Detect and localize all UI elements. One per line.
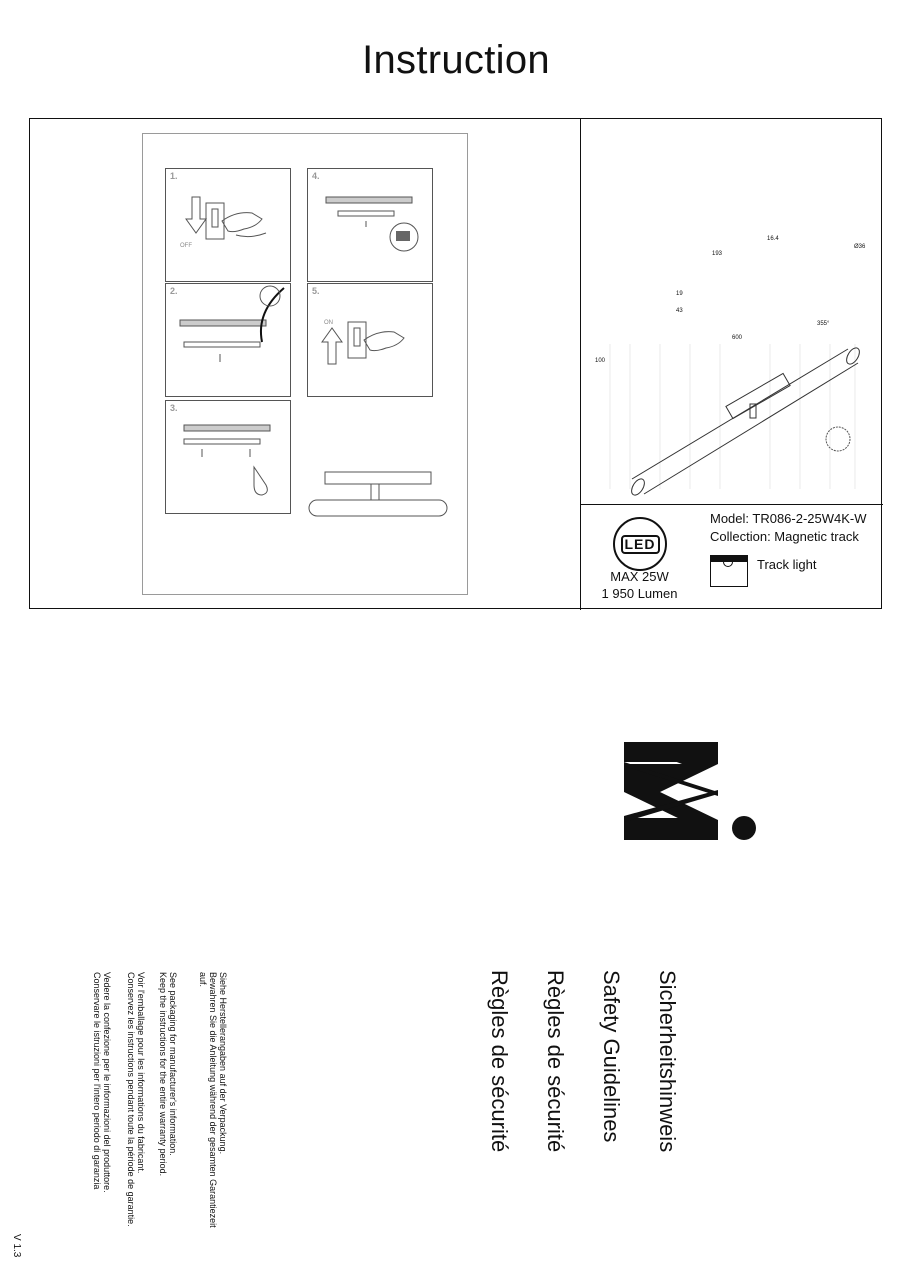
step-3-number: 3. [170, 403, 178, 413]
product-type-label: Track light [757, 557, 817, 572]
en-line-1: See packaging for manufacturer's information. [168, 972, 178, 1156]
lumen-value: 1 950 Lumen [601, 586, 678, 601]
collection-label: Collection: Magnetic track [710, 529, 859, 544]
it-line-2: Conservare le istruzioni per l'intero periodo di garanzia [92, 972, 102, 1190]
fr-line-2: Conservez les instructions pendant toute la période de garantie. [126, 972, 136, 1227]
dimension-193: 193 [712, 251, 723, 257]
connect-wire-illustration [166, 284, 290, 396]
svg-text:ON: ON [324, 320, 333, 326]
dimension-drawing [590, 229, 875, 499]
dimension-600: 600 [732, 335, 743, 341]
page-title: Instruction [362, 38, 550, 82]
step-4-panel [307, 168, 433, 282]
de-line-3: auf. [198, 972, 208, 988]
dimension-43: 43 [676, 308, 683, 314]
step-3-panel [165, 400, 291, 514]
dimension-16-4: 16.4 [767, 236, 779, 242]
safety-heading-fr-2: Règles de sécurité [487, 970, 512, 1153]
step-2-panel [165, 283, 291, 397]
de-line-1: Siehe Herstellerangaben auf der Verpackung. [218, 972, 228, 1155]
max-wattage: MAX 25W [610, 569, 669, 584]
rotation-355: 355° [817, 321, 830, 327]
dimension-19: 19 [676, 291, 683, 297]
attach-light-to-track-illustration [308, 169, 432, 281]
step-5-number: 5. [312, 286, 320, 296]
dimension-100: 100 [595, 358, 606, 364]
product-info-cell [699, 505, 883, 609]
version-label: V 1.3 [11, 1234, 22, 1258]
mount-screws-illustration [166, 401, 290, 513]
svg-text:OFF: OFF [180, 243, 192, 249]
brand-logo [622, 742, 758, 840]
step-2-number: 2. [170, 286, 178, 296]
step-5-panel [307, 283, 433, 397]
step-1-panel [165, 168, 291, 282]
model-label: Model: TR086-2-25W4K-W [710, 511, 867, 526]
led-icon: LED [613, 517, 667, 571]
en-line-2: Keep the instructions for the entire warranty period. [158, 972, 168, 1177]
it-line-1: Vedere la confezione per le informazioni del produttore. [102, 972, 112, 1193]
led-spec-cell [581, 505, 698, 609]
installation-steps-diagram [142, 133, 468, 595]
power-off-switch-illustration [166, 169, 290, 281]
assembled-track-light-illustration [303, 464, 453, 534]
safety-heading-fr-1: Règles de sécurité [543, 970, 568, 1153]
safety-heading-de: Sicherheitshinweis [655, 970, 680, 1153]
track-light-icon [710, 555, 748, 587]
dimension-diameter-36: Ø36 [854, 244, 866, 250]
step-4-number: 4. [312, 171, 320, 181]
instruction-panel [29, 118, 882, 609]
fr-line-1: Voir l'emballage pour les informations du fabricant. [136, 972, 146, 1174]
power-on-switch-illustration [308, 284, 432, 396]
step-1-number: 1. [170, 171, 178, 181]
de-line-2: Bewahren Sie die Anleitung während der gesamten Garantiezeit [208, 972, 218, 1228]
safety-heading-en: Safety Guidelines [599, 970, 624, 1143]
